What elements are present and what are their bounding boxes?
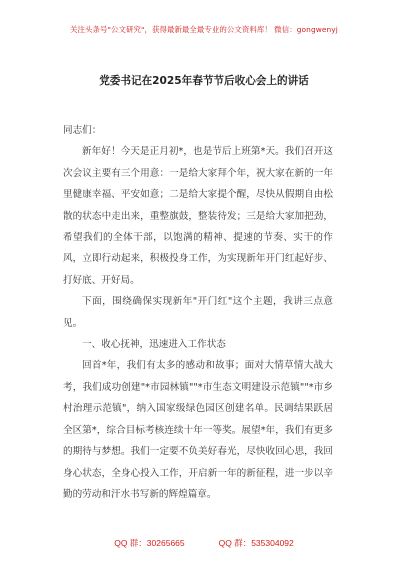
- qq-group-2: QQ 群：535304092: [218, 538, 294, 548]
- salutation: 同志们：: [63, 125, 102, 136]
- footer-contact: [0, 537, 408, 549]
- qq-group-1: QQ 群：30265665: [114, 538, 185, 548]
- paragraph-intro: 下面，围绕确保实现新年"开门红"这个主题，我讲三点意见。: [63, 296, 333, 329]
- document-body: [63, 120, 333, 505]
- section-heading-1: 一、收心抚神，迅速进入工作状态: [82, 339, 226, 351]
- document-title: 党委书记在2025年春节节后收心会上的讲话: [99, 75, 309, 87]
- header-promo-note: 关注头条号"公文研究"，获得最新最全最专业的公文资料库！ 微信：gongwenyj: [70, 25, 338, 34]
- paragraph-section-1: 回首*年，我们有太多的感动和故事；面对大情草情大战大考，我们成功创建"*市园林镇""*市生态文明建设示范镇""*市乡村治理示范镇"，纳入国家级绿色园区创建名单。民调结果跃居全区第*，综合目标考核连续十年一等奖。展望*年，我们有更多的期待与梦想。我们一定要不负美好春光，尽快收回心思，我回身心状态，全身心投入工作，开启新一年的新征程，进一步以辛勤的劳动和汗水书写新的辉煌篇章。: [63, 360, 333, 500]
- paragraph-opening: 新年好！今天是正月初*，也是节后上班第*天。我们召开这次会议主要有三个用意：一是给大家拜个年，祝大家在新的一年里健康幸福、平安如意；二是给大家提个醒，尽快从假期自由松散的状态中走出来，重整旗鼓，整装待发；三是给大家加把劲，希望我们的全体干部，以饱满的精神、提速的节奏、实干的作风，立即行动起来，积极投身工作，为实现新年开门红起好步、打好底、开好局。: [63, 146, 333, 286]
